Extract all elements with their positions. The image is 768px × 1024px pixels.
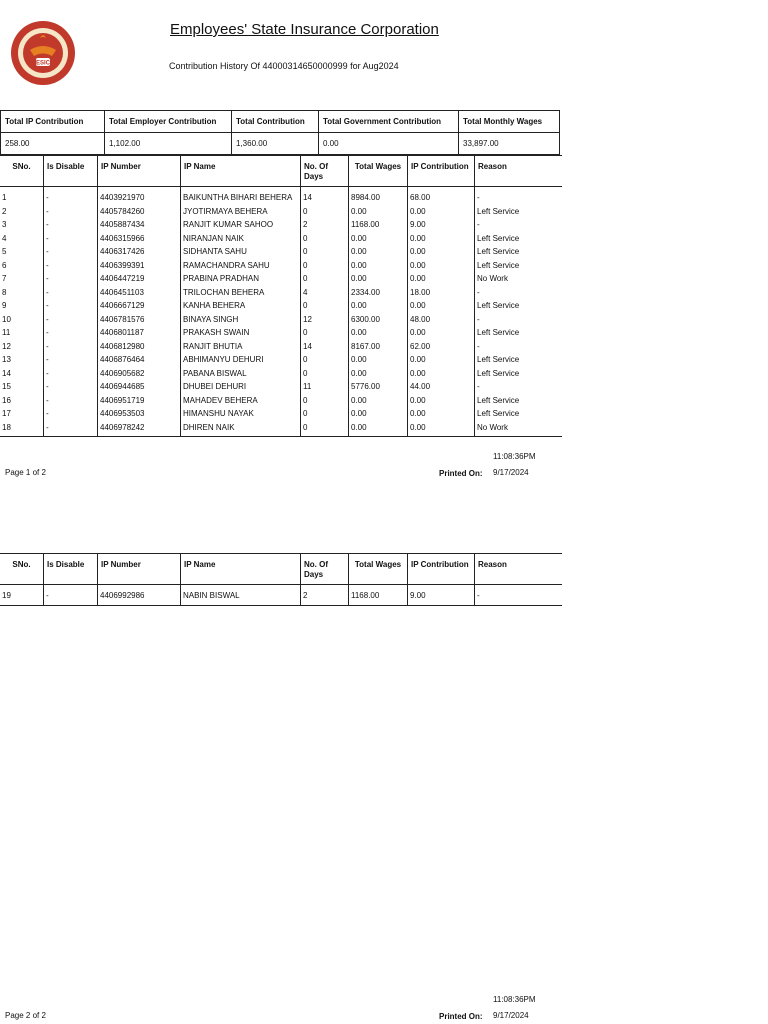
cell-sno: 4 — [0, 234, 44, 248]
print-date: 9/17/2024 — [493, 1011, 529, 1020]
table-row — [0, 369, 562, 383]
contribution-table-page-1 — [0, 155, 562, 437]
column-header-ip-name: IP Name — [181, 156, 301, 187]
cell-ip-contribution: 0.00 — [408, 328, 475, 342]
cell-is-disable: - — [44, 315, 98, 329]
summary-value: 1,102.00 — [105, 133, 232, 155]
cell-no-of-days: 14 — [301, 187, 349, 207]
cell-ip-contribution: 0.00 — [408, 369, 475, 383]
column-header-reason: Reason — [475, 554, 563, 585]
cell-sno: 9 — [0, 301, 44, 315]
cell-is-disable: - — [44, 187, 98, 207]
cell-ip-name: RANJIT BHUTIA — [181, 342, 301, 356]
cell-ip-number: 4406944685 — [98, 382, 181, 396]
cell-is-disable: - — [44, 207, 98, 221]
cell-ip-number: 4406667129 — [98, 301, 181, 315]
table-row — [0, 261, 562, 275]
summary-header: Total Monthly Wages — [459, 111, 560, 133]
cell-reason: - — [477, 382, 480, 391]
cell-ip-contribution: 0.00 — [408, 301, 475, 315]
table-row — [0, 187, 562, 207]
table-row — [0, 423, 562, 437]
cell-no-of-days: 0 — [301, 301, 349, 315]
table-row — [0, 396, 562, 410]
cell-no-of-days: 0 — [301, 328, 349, 342]
cell-ip-number: 4406978242 — [98, 423, 181, 437]
cell-is-disable: - — [44, 396, 98, 410]
contribution-table-page-2 — [0, 553, 562, 606]
column-header-total-wages: Total Wages — [349, 554, 408, 585]
cell-ip-number: 4406812980 — [98, 342, 181, 356]
cell-ip-number: 4406781576 — [98, 315, 181, 329]
cell-is-disable: - — [44, 585, 98, 606]
cell-ip-contribution: 0.00 — [408, 396, 475, 410]
column-header-sno: SNo. — [0, 156, 44, 187]
cell-no-of-days: 0 — [301, 274, 349, 288]
cell-is-disable: - — [44, 274, 98, 288]
cell-ip-name: RAMACHANDRA SAHU — [181, 261, 301, 275]
column-header-reason: Reason — [475, 156, 563, 187]
cell-reason: Left Service — [477, 409, 520, 418]
table-row — [0, 220, 562, 234]
cell-sno: 14 — [0, 369, 44, 383]
cell-ip-name: DHUBEI DEHURI — [181, 382, 301, 396]
cell-no-of-days: 0 — [301, 234, 349, 248]
cell-ip-name: BINAYA SINGH — [181, 315, 301, 329]
cell-total-wages: 2334.00 — [349, 288, 408, 302]
column-header-is-disable: Is Disable — [44, 554, 98, 585]
cell-ip-name: MAHADEV BEHERA — [181, 396, 301, 410]
cell-reason: - — [477, 193, 480, 202]
cell-ip-contribution: 0.00 — [408, 234, 475, 248]
cell-is-disable: - — [44, 328, 98, 342]
esic-logo — [10, 20, 76, 86]
cell-no-of-days: 0 — [301, 409, 349, 423]
cell-total-wages: 0.00 — [349, 261, 408, 275]
cell-total-wages: 1168.00 — [349, 220, 408, 234]
column-header-ip-number: IP Number — [98, 156, 181, 187]
cell-sno: 18 — [0, 423, 44, 437]
cell-ip-name: RANJIT KUMAR SAHOO — [181, 220, 301, 234]
cell-ip-name: HIMANSHU NAYAK — [181, 409, 301, 423]
cell-no-of-days: 2 — [301, 585, 349, 606]
cell-total-wages: 8167.00 — [349, 342, 408, 356]
cell-is-disable: - — [44, 247, 98, 261]
cell-sno: 19 — [0, 585, 44, 606]
cell-ip-name: PABANA BISWAL — [181, 369, 301, 383]
cell-sno: 12 — [0, 342, 44, 356]
cell-no-of-days: 0 — [301, 355, 349, 369]
column-header-no-of-days: No. Of Days — [301, 554, 349, 585]
cell-reason: No Work — [477, 274, 508, 283]
table-row — [0, 328, 562, 342]
cell-ip-contribution: 0.00 — [408, 247, 475, 261]
cell-total-wages: 0.00 — [349, 207, 408, 221]
cell-sno: 1 — [0, 187, 44, 207]
cell-sno: 17 — [0, 409, 44, 423]
table-row — [0, 355, 562, 369]
page-number: Page 1 of 2 — [5, 468, 46, 477]
cell-ip-number: 4406876464 — [98, 355, 181, 369]
cell-ip-name: PRABINA PRADHAN — [181, 274, 301, 288]
cell-is-disable: - — [44, 342, 98, 356]
summary-value: 0.00 — [319, 133, 459, 155]
cell-no-of-days: 12 — [301, 315, 349, 329]
cell-ip-name: JYOTIRMAYA BEHERA — [181, 207, 301, 221]
cell-sno: 7 — [0, 274, 44, 288]
cell-ip-number: 4406447219 — [98, 274, 181, 288]
cell-reason: Left Service — [477, 206, 520, 216]
cell-total-wages: 0.00 — [349, 247, 408, 261]
column-header-ip-contribution: IP Contribution — [408, 156, 475, 187]
summary-value: 33,897.00 — [459, 133, 560, 155]
cell-sno: 2 — [0, 207, 44, 221]
cell-ip-number: 4403921970 — [98, 187, 181, 207]
cell-ip-number: 4406992986 — [98, 585, 181, 606]
cell-ip-contribution: 0.00 — [408, 355, 475, 369]
column-header-total-wages: Total Wages — [349, 156, 408, 187]
cell-total-wages: 8984.00 — [349, 187, 408, 207]
cell-total-wages: 6300.00 — [349, 315, 408, 329]
summary-table — [0, 110, 560, 155]
cell-total-wages: 0.00 — [349, 274, 408, 288]
cell-total-wages: 0.00 — [349, 369, 408, 383]
cell-total-wages: 5776.00 — [349, 382, 408, 396]
cell-is-disable: - — [44, 301, 98, 315]
cell-reason: Left Service — [477, 355, 520, 364]
cell-ip-name: DHIREN NAIK — [181, 423, 301, 437]
cell-no-of-days: 0 — [301, 369, 349, 383]
summary-header: Total Employer Contribution — [105, 111, 232, 133]
cell-sno: 13 — [0, 355, 44, 369]
cell-ip-contribution: 0.00 — [408, 207, 475, 221]
cell-is-disable: - — [44, 261, 98, 275]
cell-reason: Left Service — [477, 368, 520, 378]
cell-total-wages: 0.00 — [349, 409, 408, 423]
cell-reason: Left Service — [477, 260, 520, 270]
print-time: 11:08:36PM — [493, 452, 536, 461]
cell-no-of-days: 2 — [301, 220, 349, 234]
report-subtitle: Contribution History Of 44000314650000999 for Aug2024 — [169, 61, 399, 71]
cell-total-wages: 0.00 — [349, 423, 408, 437]
cell-reason: - — [477, 287, 480, 297]
cell-total-wages: 0.00 — [349, 328, 408, 342]
summary-value: 258.00 — [1, 133, 105, 155]
column-header-is-disable: Is Disable — [44, 156, 98, 187]
cell-ip-contribution: 0.00 — [408, 274, 475, 288]
cell-total-wages: 0.00 — [349, 234, 408, 248]
cell-ip-contribution: 44.00 — [408, 382, 475, 396]
column-header-sno: SNo. — [0, 554, 44, 585]
cell-ip-contribution: 0.00 — [408, 423, 475, 437]
cell-is-disable: - — [44, 220, 98, 234]
cell-ip-number: 4406451103 — [98, 288, 181, 302]
table-row — [0, 382, 562, 396]
cell-reason: Left Service — [477, 247, 520, 256]
table-row — [0, 342, 562, 356]
cell-ip-contribution: 9.00 — [408, 220, 475, 234]
cell-ip-contribution: 68.00 — [408, 187, 475, 207]
cell-ip-number: 4405784260 — [98, 207, 181, 221]
print-time: 11:08:36PM — [493, 995, 536, 1004]
cell-ip-name: ABHIMANYU DEHURI — [181, 355, 301, 369]
cell-ip-name: SIDHANTA SAHU — [181, 247, 301, 261]
cell-no-of-days: 0 — [301, 261, 349, 275]
logo-text: ESIC — [35, 60, 51, 67]
cell-sno: 15 — [0, 382, 44, 396]
cell-no-of-days: 11 — [301, 382, 349, 396]
table-row — [0, 409, 562, 423]
printed-on-label: Printed On: — [439, 1012, 483, 1021]
cell-is-disable: - — [44, 355, 98, 369]
cell-sno: 10 — [0, 315, 44, 329]
cell-sno: 3 — [0, 220, 44, 234]
cell-is-disable: - — [44, 288, 98, 302]
cell-total-wages: 0.00 — [349, 396, 408, 410]
cell-ip-number: 4406905682 — [98, 369, 181, 383]
cell-reason: - — [477, 341, 480, 351]
cell-ip-name: NIRANJAN NAIK — [181, 234, 301, 248]
cell-ip-number: 4406801187 — [98, 328, 181, 342]
summary-header: Total Contribution — [232, 111, 319, 133]
cell-no-of-days: 0 — [301, 396, 349, 410]
cell-reason: Left Service — [477, 328, 520, 337]
cell-ip-name: NABIN BISWAL — [181, 585, 301, 606]
cell-sno: 8 — [0, 288, 44, 302]
printed-on-label: Printed On: — [439, 469, 483, 478]
table-row — [0, 301, 562, 315]
cell-ip-contribution: 0.00 — [408, 261, 475, 275]
cell-total-wages: 0.00 — [349, 301, 408, 315]
table-header-row — [0, 156, 562, 187]
cell-ip-contribution: 0.00 — [408, 409, 475, 423]
cell-ip-number: 4406317426 — [98, 247, 181, 261]
cell-is-disable: - — [44, 234, 98, 248]
table-row — [0, 274, 562, 288]
print-date: 9/17/2024 — [493, 468, 529, 477]
cell-no-of-days: 14 — [301, 342, 349, 356]
page-title: Employees' State Insurance Corporation — [170, 21, 439, 38]
cell-sno: 5 — [0, 247, 44, 261]
column-header-no-of-days: No. Of Days — [301, 156, 349, 187]
column-header-ip-contribution: IP Contribution — [408, 554, 475, 585]
cell-is-disable: - — [44, 369, 98, 383]
cell-ip-contribution: 48.00 — [408, 315, 475, 329]
summary-header-row — [1, 111, 560, 133]
cell-sno: 6 — [0, 261, 44, 275]
summary-header: Total Government Contribution — [319, 111, 459, 133]
table-row — [0, 207, 562, 221]
table-row — [0, 234, 562, 248]
cell-ip-name: PRAKASH SWAIN — [181, 328, 301, 342]
cell-no-of-days: 4 — [301, 288, 349, 302]
cell-reason: - — [477, 220, 480, 229]
cell-no-of-days: 0 — [301, 247, 349, 261]
cell-ip-name: BAIKUNTHA BIHARI BEHERA — [181, 187, 301, 207]
cell-no-of-days: 0 — [301, 423, 349, 437]
cell-total-wages: 0.00 — [349, 355, 408, 369]
cell-ip-number: 4406315966 — [98, 234, 181, 248]
table-row — [0, 247, 562, 261]
cell-is-disable: - — [44, 382, 98, 396]
cell-is-disable: - — [44, 423, 98, 437]
cell-ip-number: 4406399391 — [98, 261, 181, 275]
cell-reason: - — [477, 314, 480, 324]
cell-ip-number: 4405887434 — [98, 220, 181, 234]
summary-value: 1,360.00 — [232, 133, 319, 155]
cell-reason: Left Service — [477, 301, 520, 310]
cell-ip-number: 4406951719 — [98, 396, 181, 410]
cell-ip-contribution: 9.00 — [408, 585, 475, 606]
cell-reason: Left Service — [477, 395, 520, 405]
cell-ip-name: TRILOCHAN BEHERA — [181, 288, 301, 302]
cell-ip-contribution: 18.00 — [408, 288, 475, 302]
table-row — [0, 315, 562, 329]
cell-reason: - — [475, 585, 563, 606]
cell-total-wages: 1168.00 — [349, 585, 408, 606]
table-row — [0, 288, 562, 302]
cell-no-of-days: 0 — [301, 207, 349, 221]
page-number: Page 2 of 2 — [5, 1011, 46, 1020]
cell-ip-name: KANHA BEHERA — [181, 301, 301, 315]
cell-ip-contribution: 62.00 — [408, 342, 475, 356]
cell-reason: Left Service — [477, 233, 520, 243]
summary-header: Total IP Contribution — [1, 111, 105, 133]
column-header-ip-name: IP Name — [181, 554, 301, 585]
table-header-row — [0, 554, 562, 585]
cell-is-disable: - — [44, 409, 98, 423]
cell-sno: 16 — [0, 396, 44, 410]
cell-sno: 11 — [0, 328, 44, 342]
cell-ip-number: 4406953503 — [98, 409, 181, 423]
column-header-ip-number: IP Number — [98, 554, 181, 585]
summary-value-row — [1, 133, 560, 155]
cell-reason: No Work — [475, 423, 563, 437]
table-row — [0, 585, 562, 606]
